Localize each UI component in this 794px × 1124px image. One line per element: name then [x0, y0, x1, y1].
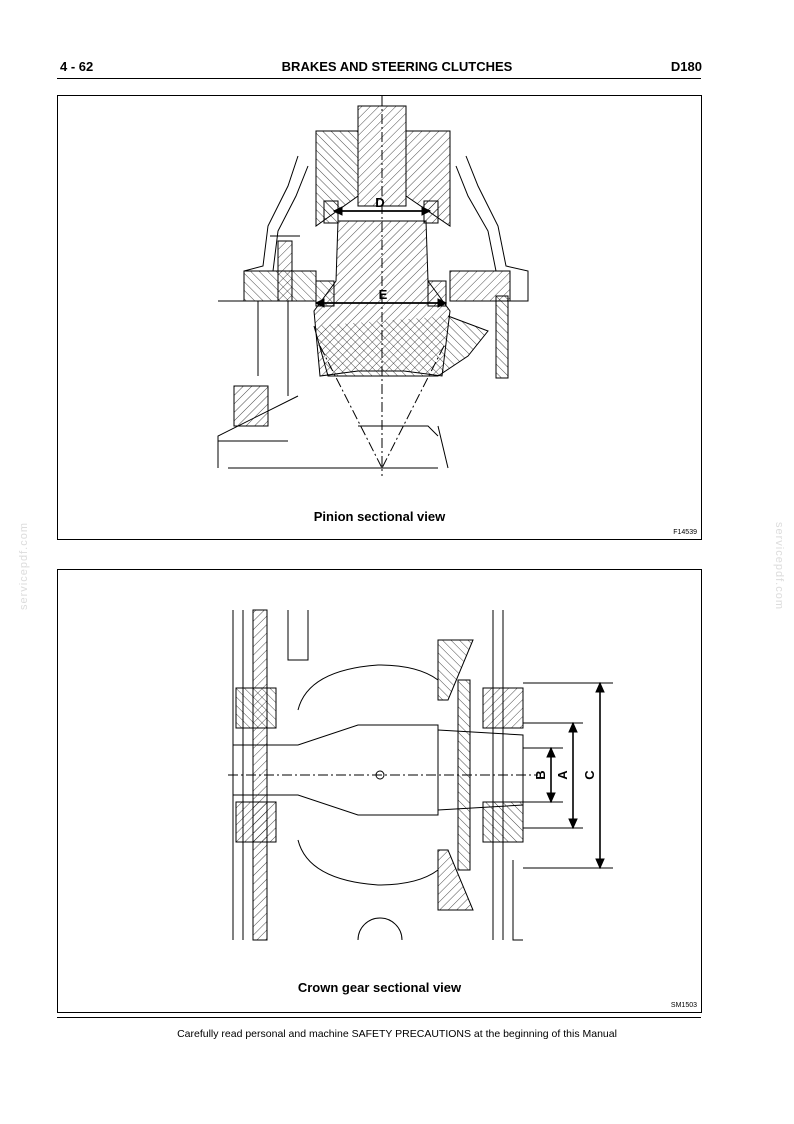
pinion-figure — [57, 95, 702, 540]
crown-gear-drawing — [58, 570, 701, 1012]
safety-notice: Carefully read personal and machine SAFETY PRECAUTIONS at the beginning of this Manual — [177, 1028, 617, 1040]
crown-gear-figure-code: SM1503 — [670, 1002, 697, 1009]
watermark-left: servicepdf.com — [17, 522, 30, 610]
section-title: BRAKES AND STEERING CLUTCHES — [281, 59, 513, 74]
dimension-label-a: A — [555, 770, 570, 780]
crown-gear-caption: Crown gear sectional view — [297, 980, 462, 995]
crown-gear-figure — [57, 569, 702, 1013]
pinion-drawing — [58, 96, 701, 539]
header-rule — [57, 78, 701, 79]
dimension-label-d: D — [375, 195, 385, 210]
dimension-label-e: E — [378, 287, 388, 302]
dimension-label-c: C — [582, 770, 597, 780]
model-code: D180 — [670, 59, 702, 74]
pinion-figure-code: F14539 — [673, 529, 697, 536]
watermark-right: servicepdf.com — [772, 522, 785, 610]
page-number: 4 - 62 — [60, 59, 94, 74]
footer-rule — [57, 1017, 701, 1018]
pinion-caption: Pinion sectional view — [313, 509, 446, 524]
dimension-label-b: B — [533, 770, 548, 780]
